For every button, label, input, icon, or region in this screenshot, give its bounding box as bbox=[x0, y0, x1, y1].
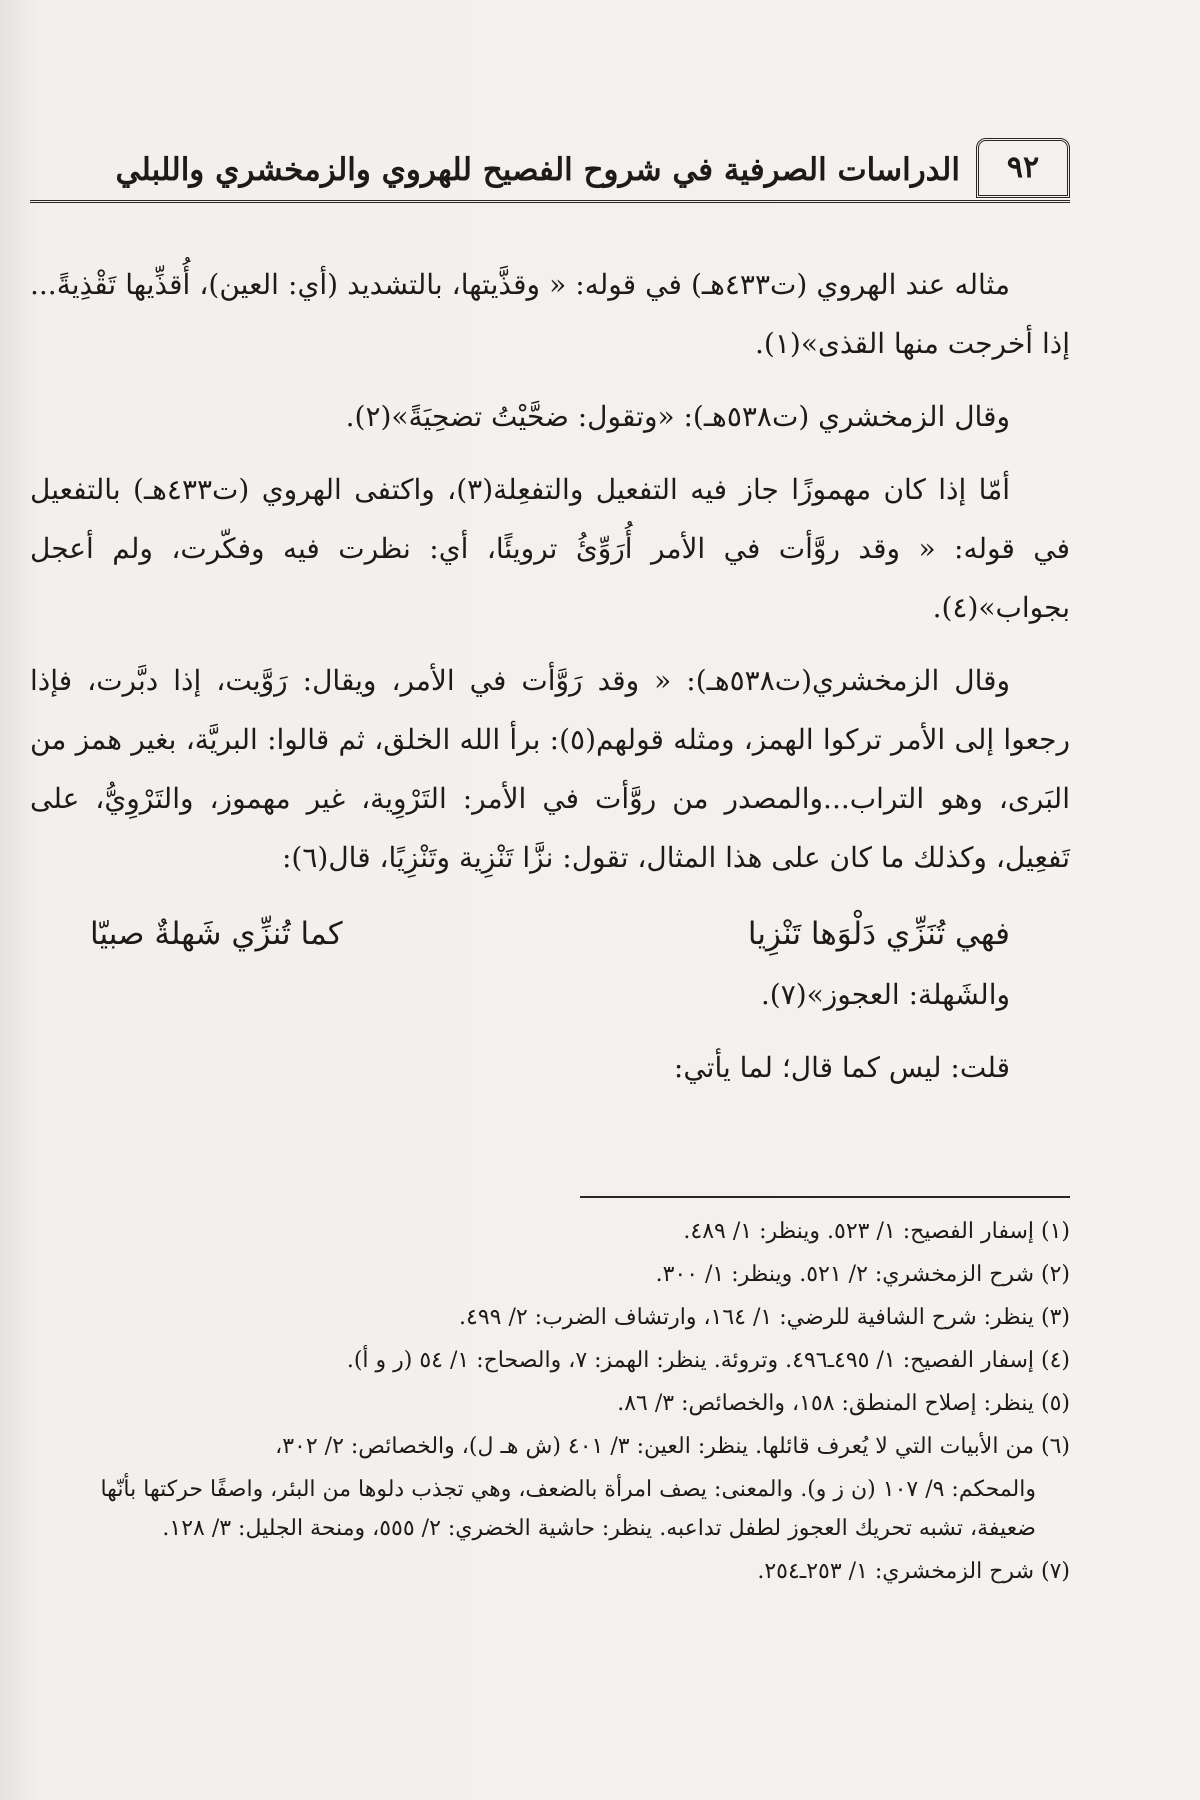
footnote-divider bbox=[580, 1196, 1070, 1198]
paragraph-1: مثاله عند الهروي (ت٤٣٣هـ) في قوله: « وقذَّيتها، بالتشديد (أي: العين)، أُقذِّيها تَقْذِيةً... إذا أخرجت منها القذى»(١). bbox=[30, 268, 1070, 360]
footnotes bbox=[30, 1212, 1070, 1595]
paragraph-4: وقال الزمخشري(ت٥٣٨هـ): « وقد رَوَّأت في الأمر، ويقال: رَوَّيت، إذا دبَّرت، فإذا رجعوا إلى الأمر تركوا الهمز، ومثله قولهم(٥): برأ الله الخلق، ثم قالوا: البريَّة، بغير همز من البَرى، وهو التراب...والمصدر من روَّأت في الأمر: التَرْوِية، غير مهموز، والتَرْوِيُّ، على تَفعِيل، وكذلك ما كان على هذا المثال، تقول: نزَّا تَنْزِية وتَنْزِيًا، قال(٦): bbox=[30, 664, 1070, 874]
footnote-2: (٢) شرح الزمخشري: ٢/ ٥٢١. وينظر: ١/ ٣٠٠. bbox=[655, 1262, 1070, 1287]
paragraph-6: قلت: ليس كما قال؛ لما يأتي: bbox=[673, 1051, 1010, 1084]
footnote-5: (٥) ينظر: إصلاح المنطق: ١٥٨، والخصائص: ٣/ ٨٦. bbox=[617, 1391, 1070, 1416]
main-text bbox=[30, 255, 1070, 1097]
running-header bbox=[30, 148, 1070, 203]
verse-first-hemistich: فهي تُنَزِّي دَلْوَها تَنْزِيا bbox=[747, 916, 1010, 952]
footnote-6-continued: والمحكم: ٩/ ١٠٧ (ن ز و). والمعنى: يصف امرأة بالضعف، وهي تجذب دلوها من البئر، واصفًا حركتها بأنّها ضعيفة، تشبه تحريك العجوز لطفل تداعبه. ينظر: حاشية الخضري: ٢/ ٥٥٥، ومنحة الجليل: ٣/ ١٢٨. bbox=[100, 1477, 1036, 1541]
paragraph-5: والشَهلة: العجوز»(٧). bbox=[760, 978, 1010, 1011]
footnote-7: (٧) شرح الزمخشري: ١/ ٢٥٣ـ٢٥٤. bbox=[757, 1559, 1070, 1584]
paragraph-3: أمّا إذا كان مهموزًا جاز فيه التفعيل والتفعِلة(٣)، واكتفى الهروي (ت٤٣٣هـ) بالتفعيل في قوله: « وقد روَّأت في الأمر أُرَوِّئُ ترويئًا، أي: نظرت فيه وفكّرت، ولم أعجل بجواب»(٤). bbox=[30, 473, 1070, 624]
footnote-3: (٣) ينظر: شرح الشافية للرضي: ١/ ١٦٤، وارتشاف الضرب: ٢/ ٤٩٩. bbox=[459, 1305, 1070, 1330]
footnote-1: (١) إسفار الفصيح: ١/ ٥٢٣. وينظر: ١/ ٤٨٩. bbox=[683, 1219, 1070, 1244]
page-number: ٩٢ bbox=[976, 138, 1070, 198]
poetry-verse bbox=[90, 903, 1010, 965]
footnote-6: (٦) من الأبيات التي لا يُعرف قائلها. ينظر: العين: ٣/ ٤٠١ (ش هـ ل)، والخصائص: ٢/ ٣٠٢، bbox=[275, 1434, 1070, 1459]
footnote-4: (٤) إسفار الفصيح: ١/ ٤٩٥ـ٤٩٦. وتروئة. ينظر: الهمز: ٧، والصحاح: ١/ ٥٤ (ر و أ). bbox=[346, 1348, 1070, 1373]
verse-second-hemistich: كما تُنزِّي شَهلةٌ صبيّا bbox=[90, 916, 343, 952]
header-title: الدراسات الصرفية في شروح الفصيح للهروي والزمخشري واللبلي bbox=[115, 152, 960, 188]
paragraph-2: وقال الزمخشري (ت٥٣٨هـ): «وتقول: ضحَّيْتُ تضحِيَةً»(٢). bbox=[345, 400, 1010, 433]
